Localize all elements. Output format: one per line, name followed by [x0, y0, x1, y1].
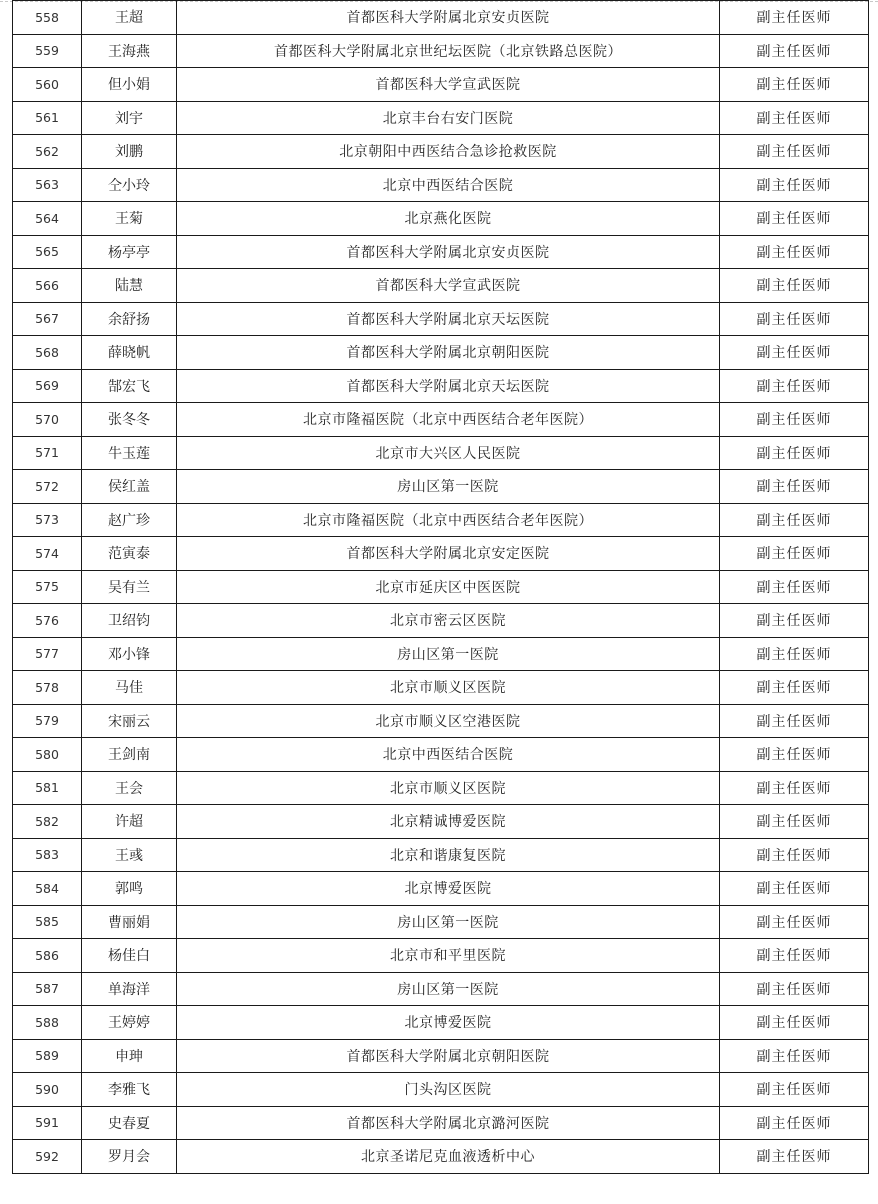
- job-title-cell: 副主任医师: [720, 235, 869, 269]
- row-number-cell: 563: [13, 168, 82, 202]
- table-row: [13, 939, 869, 973]
- row-number-cell: 561: [13, 101, 82, 135]
- doctor-name-cell: 王会: [82, 771, 177, 805]
- doctor-name-cell: 刘鹏: [82, 135, 177, 169]
- table-row: [13, 1039, 869, 1073]
- job-title-cell: 副主任医师: [720, 1039, 869, 1073]
- doctor-name-cell: 马佳: [82, 671, 177, 705]
- doctor-name-cell: 范寅泰: [82, 537, 177, 571]
- row-number-cell: 579: [13, 704, 82, 738]
- doctor-name-cell: 单海洋: [82, 972, 177, 1006]
- table-row: [13, 302, 869, 336]
- doctor-name-cell: 罗月会: [82, 1140, 177, 1174]
- table-row: [13, 1073, 869, 1107]
- table-row: [13, 704, 869, 738]
- job-title-cell: 副主任医师: [720, 1006, 869, 1040]
- table-row: [13, 269, 869, 303]
- institution-cell: 北京市顺义区医院: [177, 671, 720, 705]
- table-row: [13, 637, 869, 671]
- doctor-name-cell: 仝小玲: [82, 168, 177, 202]
- doctor-name-cell: 郭鸣: [82, 872, 177, 906]
- doctor-name-cell: 王婷婷: [82, 1006, 177, 1040]
- institution-cell: 首都医科大学附属北京世纪坛医院（北京铁路总医院）: [177, 34, 720, 68]
- job-title-cell: 副主任医师: [720, 1140, 869, 1174]
- table-row: [13, 1006, 869, 1040]
- job-title-cell: 副主任医师: [720, 369, 869, 403]
- job-title-cell: 副主任医师: [720, 34, 869, 68]
- job-title-cell: 副主任医师: [720, 68, 869, 102]
- row-number-cell: 592: [13, 1140, 82, 1174]
- institution-cell: 首都医科大学附属北京潞河医院: [177, 1106, 720, 1140]
- row-number-cell: 560: [13, 68, 82, 102]
- row-number-cell: 558: [13, 1, 82, 35]
- job-title-cell: 副主任医师: [720, 704, 869, 738]
- table-row: [13, 235, 869, 269]
- doctor-name-cell: 薛晓帆: [82, 336, 177, 370]
- row-number-cell: 591: [13, 1106, 82, 1140]
- job-title-cell: 副主任医师: [720, 168, 869, 202]
- job-title-cell: 副主任医师: [720, 570, 869, 604]
- institution-cell: 北京市密云区医院: [177, 604, 720, 638]
- table-row: [13, 738, 869, 772]
- table-row: [13, 805, 869, 839]
- table-row: [13, 336, 869, 370]
- row-number-cell: 588: [13, 1006, 82, 1040]
- job-title-cell: 副主任医师: [720, 671, 869, 705]
- row-number-cell: 565: [13, 235, 82, 269]
- institution-cell: 北京朝阳中西医结合急诊抢救医院: [177, 135, 720, 169]
- row-number-cell: 570: [13, 403, 82, 437]
- doctor-name-cell: 杨亭亭: [82, 235, 177, 269]
- institution-cell: 首都医科大学附属北京朝阳医院: [177, 336, 720, 370]
- job-title-cell: 副主任医师: [720, 604, 869, 638]
- job-title-cell: 副主任医师: [720, 872, 869, 906]
- doctor-name-cell: 杨佳白: [82, 939, 177, 973]
- institution-cell: 首都医科大学附属北京安定医院: [177, 537, 720, 571]
- institution-cell: 房山区第一医院: [177, 972, 720, 1006]
- job-title-cell: 副主任医师: [720, 436, 869, 470]
- doctor-name-cell: 牛玉莲: [82, 436, 177, 470]
- job-title-cell: 副主任医师: [720, 771, 869, 805]
- row-number-cell: 582: [13, 805, 82, 839]
- row-number-cell: 578: [13, 671, 82, 705]
- table-row: [13, 202, 869, 236]
- table-row: [13, 1140, 869, 1174]
- job-title-cell: 副主任医师: [720, 1073, 869, 1107]
- doctor-name-cell: 王剑南: [82, 738, 177, 772]
- doctor-name-cell: 邓小锋: [82, 637, 177, 671]
- institution-cell: 房山区第一医院: [177, 637, 720, 671]
- job-title-cell: 副主任医师: [720, 470, 869, 504]
- institution-cell: 首都医科大学附属北京朝阳医院: [177, 1039, 720, 1073]
- institution-cell: 北京市大兴区人民医院: [177, 436, 720, 470]
- table-row: [13, 168, 869, 202]
- job-title-cell: 副主任医师: [720, 838, 869, 872]
- job-title-cell: 副主任医师: [720, 302, 869, 336]
- institution-cell: 北京精诚博爱医院: [177, 805, 720, 839]
- institution-cell: 首都医科大学附属北京安贞医院: [177, 1, 720, 35]
- doctor-name-cell: 郜宏飞: [82, 369, 177, 403]
- table-row: [13, 503, 869, 537]
- doctor-name-cell: 刘宇: [82, 101, 177, 135]
- doctor-name-cell: 王超: [82, 1, 177, 35]
- table-row: [13, 838, 869, 872]
- row-number-cell: 567: [13, 302, 82, 336]
- table-row: [13, 1106, 869, 1140]
- row-number-cell: 587: [13, 972, 82, 1006]
- doctor-name-cell: 但小娟: [82, 68, 177, 102]
- institution-cell: 首都医科大学宣武医院: [177, 269, 720, 303]
- row-number-cell: 585: [13, 905, 82, 939]
- institution-cell: 北京市隆福医院（北京中西医结合老年医院）: [177, 403, 720, 437]
- row-number-cell: 566: [13, 269, 82, 303]
- institution-cell: 北京和谐康复医院: [177, 838, 720, 872]
- institution-cell: 北京丰台右安门医院: [177, 101, 720, 135]
- table-row: [13, 436, 869, 470]
- institution-cell: 北京市和平里医院: [177, 939, 720, 973]
- table-row: [13, 537, 869, 571]
- row-number-cell: 568: [13, 336, 82, 370]
- job-title-cell: 副主任医师: [720, 135, 869, 169]
- institution-cell: 北京燕化医院: [177, 202, 720, 236]
- job-title-cell: 副主任医师: [720, 637, 869, 671]
- row-number-cell: 583: [13, 838, 82, 872]
- table-row: [13, 68, 869, 102]
- institution-cell: 首都医科大学宣武医院: [177, 68, 720, 102]
- row-number-cell: 562: [13, 135, 82, 169]
- job-title-cell: 副主任医师: [720, 1, 869, 35]
- table-row: [13, 101, 869, 135]
- table-row: [13, 34, 869, 68]
- doctor-list-table: [12, 0, 869, 1174]
- institution-cell: 房山区第一医院: [177, 905, 720, 939]
- row-number-cell: 589: [13, 1039, 82, 1073]
- table-row: [13, 771, 869, 805]
- row-number-cell: 569: [13, 369, 82, 403]
- row-number-cell: 590: [13, 1073, 82, 1107]
- table-row: [13, 570, 869, 604]
- doctor-name-cell: 许超: [82, 805, 177, 839]
- institution-cell: 北京圣诺尼克血液透析中心: [177, 1140, 720, 1174]
- institution-cell: 首都医科大学附属北京安贞医院: [177, 235, 720, 269]
- institution-cell: 北京博爱医院: [177, 1006, 720, 1040]
- table-row: [13, 671, 869, 705]
- doctor-name-cell: 曹丽娟: [82, 905, 177, 939]
- job-title-cell: 副主任医师: [720, 1106, 869, 1140]
- table-row: [13, 872, 869, 906]
- institution-cell: 房山区第一医院: [177, 470, 720, 504]
- row-number-cell: 564: [13, 202, 82, 236]
- row-number-cell: 581: [13, 771, 82, 805]
- doctor-name-cell: 宋丽云: [82, 704, 177, 738]
- table-row: [13, 470, 869, 504]
- table-row: [13, 1, 869, 35]
- job-title-cell: 副主任医师: [720, 537, 869, 571]
- row-number-cell: 559: [13, 34, 82, 68]
- institution-cell: 北京市顺义区空港医院: [177, 704, 720, 738]
- institution-cell: 北京博爱医院: [177, 872, 720, 906]
- doctor-name-cell: 余舒扬: [82, 302, 177, 336]
- doctor-name-cell: 陆慧: [82, 269, 177, 303]
- row-number-cell: 577: [13, 637, 82, 671]
- doctor-name-cell: 王彧: [82, 838, 177, 872]
- job-title-cell: 副主任医师: [720, 403, 869, 437]
- job-title-cell: 副主任医师: [720, 336, 869, 370]
- doctor-name-cell: 李雅飞: [82, 1073, 177, 1107]
- doctor-name-cell: 侯红盖: [82, 470, 177, 504]
- table-row: [13, 905, 869, 939]
- row-number-cell: 572: [13, 470, 82, 504]
- institution-cell: 首都医科大学附属北京天坛医院: [177, 369, 720, 403]
- row-number-cell: 584: [13, 872, 82, 906]
- row-number-cell: 580: [13, 738, 82, 772]
- job-title-cell: 副主任医师: [720, 972, 869, 1006]
- job-title-cell: 副主任医师: [720, 805, 869, 839]
- job-title-cell: 副主任医师: [720, 905, 869, 939]
- doctor-name-cell: 张冬冬: [82, 403, 177, 437]
- table-row: [13, 369, 869, 403]
- table-row: [13, 135, 869, 169]
- institution-cell: 北京市顺义区医院: [177, 771, 720, 805]
- doctor-name-cell: 王菊: [82, 202, 177, 236]
- row-number-cell: 571: [13, 436, 82, 470]
- job-title-cell: 副主任医师: [720, 738, 869, 772]
- job-title-cell: 副主任医师: [720, 202, 869, 236]
- row-number-cell: 574: [13, 537, 82, 571]
- institution-cell: 北京中西医结合医院: [177, 168, 720, 202]
- institution-cell: 门头沟区医院: [177, 1073, 720, 1107]
- table-row: [13, 403, 869, 437]
- doctor-name-cell: 申珅: [82, 1039, 177, 1073]
- job-title-cell: 副主任医师: [720, 269, 869, 303]
- institution-cell: 北京中西医结合医院: [177, 738, 720, 772]
- row-number-cell: 573: [13, 503, 82, 537]
- institution-cell: 首都医科大学附属北京天坛医院: [177, 302, 720, 336]
- table-row: [13, 604, 869, 638]
- job-title-cell: 副主任医师: [720, 503, 869, 537]
- table-row: [13, 972, 869, 1006]
- doctor-name-cell: 卫绍钧: [82, 604, 177, 638]
- institution-cell: 北京市延庆区中医医院: [177, 570, 720, 604]
- job-title-cell: 副主任医师: [720, 101, 869, 135]
- doctor-name-cell: 吴有兰: [82, 570, 177, 604]
- job-title-cell: 副主任医师: [720, 939, 869, 973]
- row-number-cell: 576: [13, 604, 82, 638]
- row-number-cell: 586: [13, 939, 82, 973]
- row-number-cell: 575: [13, 570, 82, 604]
- institution-cell: 北京市隆福医院（北京中西医结合老年医院）: [177, 503, 720, 537]
- doctor-name-cell: 史春夏: [82, 1106, 177, 1140]
- doctor-name-cell: 王海燕: [82, 34, 177, 68]
- doctor-name-cell: 赵广珍: [82, 503, 177, 537]
- table-body: [13, 1, 869, 1174]
